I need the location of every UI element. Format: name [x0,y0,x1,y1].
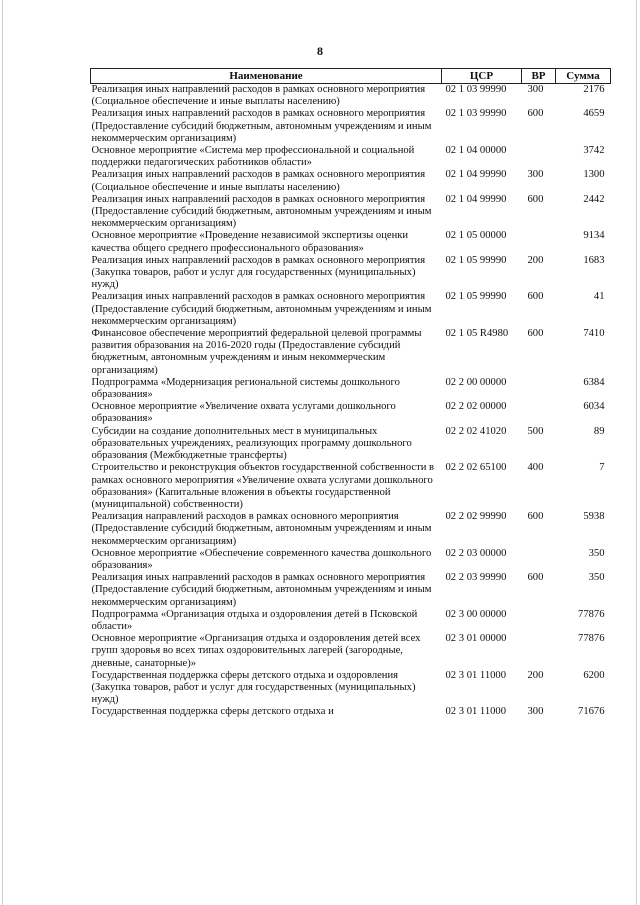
row-vr: 600 [527,108,544,120]
row-vr [522,145,556,169]
row-vr [522,633,556,670]
row-name: Реализация иных направлений расходов в рамках основного мероприятия (Социальное обеспечение и иные выплаты населению) [91,84,426,108]
header-sum: Сумма [556,69,611,84]
scan-edge-left [2,0,3,905]
row-sum: 7 [599,462,605,474]
row-name: Реализация иных направлений расходов в рамках основного мероприятия (Предоставление субсидий бюджетным, автономным учреждениям и иным некоммерческим организациям) [91,572,432,608]
row-sum: 3742 [583,145,605,157]
row-name: Реализация иных направлений расходов в рамках основного мероприятия (Предоставление субсидий бюджетным, автономным учреждениям и иным некоммерческим организациям) [91,108,432,144]
row-vr: 600 [527,572,544,584]
row-csr: 02 2 02 65100 [445,462,507,474]
row-sum: 9134 [583,230,605,242]
table-row [91,609,611,633]
row-vr: 600 [527,511,544,523]
table-row [91,84,611,109]
row-name: Реализация направлений расходов в рамках основного мероприятия (Предоставление субсидий бюджетным, автономным учреждениям и иным некоммерческим организациям) [91,511,432,547]
row-csr: 02 1 04 00000 [445,145,507,157]
row-sum: 7410 [583,328,605,340]
row-name: Строительство и реконструкция объектов государственной собственности в рамках основного мероприятия «Увеличение охвата услугами дошкольного образования» (Капитальные вложения в объекты государственной (муниципальной) собственности) [91,462,435,510]
row-name: Подпрограмма «Организация отдыха и оздоровления детей в Псковской области» [91,608,418,632]
table-row [91,426,611,463]
table-row [91,572,611,609]
row-csr: 02 3 00 00000 [445,608,507,620]
row-vr: 500 [527,425,544,437]
budget-table-container [90,68,610,719]
row-csr: 02 1 05 00000 [445,230,507,242]
row-name: Основное мероприятие «Проведение независимой экспертизы оценки качества общего среднего профессионального образования» [91,230,409,254]
row-sum: 6034 [583,401,605,413]
row-vr [522,230,556,254]
table-row [91,255,611,292]
row-csr: 02 1 03 99990 [445,84,507,95]
row-sum: 6384 [583,376,605,388]
row-vr: 600 [527,193,544,205]
row-sum: 2442 [583,193,605,205]
table-row [91,548,611,572]
budget-table [90,68,611,719]
row-name: Основное мероприятие «Система мер профессиональной и социальной поддержки педагогических работников области» [91,145,415,169]
table-row [91,291,611,328]
row-csr: 02 2 03 99990 [445,572,507,584]
row-csr: 02 2 03 00000 [445,547,507,559]
table-row [91,511,611,548]
row-csr: 02 1 05 99990 [445,254,507,266]
table-row [91,670,611,707]
row-sum: 6200 [583,669,605,681]
table-header-row [91,69,611,84]
table-row [91,462,611,511]
row-vr: 300 [527,84,544,95]
row-sum: 5938 [583,511,605,523]
row-sum: 71676 [578,706,605,718]
row-csr: 02 1 05 R4980 [445,328,509,340]
row-sum: 77876 [578,633,605,645]
row-vr: 600 [527,291,544,303]
header-csr: ЦСР [442,69,522,84]
table-row [91,169,611,193]
row-name: Основное мероприятие «Увеличение охвата услугами дошкольного образования» [91,401,396,425]
row-vr [522,609,556,633]
table-row [91,108,611,145]
table-row [91,194,611,231]
row-csr: 02 3 01 11000 [445,669,507,681]
row-sum: 1300 [583,169,605,181]
row-csr: 02 1 04 99990 [445,193,507,205]
table-row [91,145,611,169]
row-csr: 02 3 01 11000 [445,706,507,718]
row-csr: 02 2 00 00000 [445,376,507,388]
row-vr: 300 [527,169,544,181]
table-row [91,377,611,401]
row-sum: 350 [588,572,605,584]
row-name: Подпрограмма «Модернизация региональной системы дошкольного образования» [91,376,400,401]
row-sum: 350 [588,547,605,559]
row-name: Основное мероприятие «Обеспечение современного качества дошкольного образования» [91,547,432,571]
header-name: Наименование [91,69,442,84]
row-vr: 200 [527,669,544,681]
row-name: Государственная поддержка сферы детского отдыха и [91,706,334,718]
table-row [91,328,611,377]
row-sum: 2176 [583,84,605,95]
row-csr: 02 1 04 99990 [445,169,507,181]
table-row [91,401,611,425]
row-csr: 02 3 01 00000 [445,633,507,645]
page-number: 8 [317,44,323,58]
row-name: Реализация иных направлений расходов в рамках основного мероприятия (Предоставление субсидий бюджетным, автономным учреждениям и иным некоммерческим организациям) [91,291,432,327]
row-name: Субсидии на создание дополнительных мест в муниципальных образовательных учреждениях, реализующих программу дошкольного образования (Межбюджетные трансферты) [91,425,412,462]
row-vr [522,377,556,401]
row-sum: 89 [593,425,605,437]
row-name: Реализация иных направлений расходов в рамках основного мероприятия (Закупка товаров, работ и услуг для государственных (муниципальных) нужд) [91,254,426,291]
row-sum: 1683 [583,254,605,266]
row-name: Финансовое обеспечение мероприятий федеральной целевой программы развития образования на 2016-2020 годы (Предоставление субсидий бюджетным, автономным учреждениям и иным некоммерческим организациям) [91,328,422,376]
header-vr: ВР [522,69,556,84]
row-csr: 02 2 02 00000 [445,401,507,413]
row-vr [522,548,556,572]
row-vr: 600 [527,328,544,340]
row-csr: 02 2 02 41020 [445,425,507,437]
table-row [91,633,611,670]
row-sum: 41 [593,291,605,303]
row-vr: 200 [527,254,544,266]
table-row [91,706,611,718]
row-name: Реализация иных направлений расходов в рамках основного мероприятия (Социальное обеспечение и иные выплаты населению) [91,169,426,193]
row-sum: 4659 [583,108,605,120]
row-csr: 02 1 05 99990 [445,291,507,303]
row-name: Реализация иных направлений расходов в рамках основного мероприятия (Предоставление субсидий бюджетным, автономным учреждениям и иным некоммерческим организациям) [91,193,432,230]
row-sum: 77876 [578,608,605,620]
scan-edge-right [636,0,637,905]
row-vr: 400 [527,462,544,474]
row-name: Основное мероприятие «Организация отдыха и оздоровления детей всех групп здоровья во всех типах оздоровительных лагерей (загородные, дневные, санаторные)» [91,633,421,669]
row-name: Государственная поддержка сферы детского отдыха и оздоровления (Закупка товаров, работ и услуг для государственных (муниципальных) нужд) [91,669,416,706]
table-row [91,230,611,254]
row-csr: 02 1 03 99990 [445,108,507,120]
row-vr [522,401,556,425]
row-vr: 300 [527,706,544,718]
row-csr: 02 2 02 99990 [445,511,507,523]
